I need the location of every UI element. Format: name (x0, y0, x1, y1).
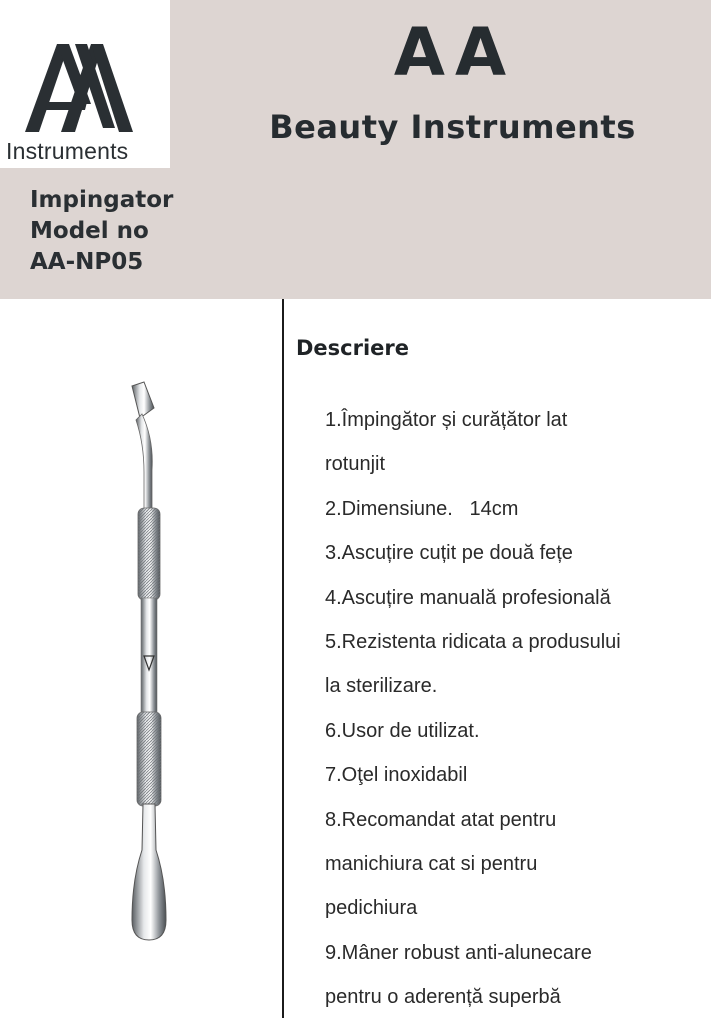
aa-logo-icon (25, 40, 135, 136)
description-line: 1.Împingător și curățător lat (325, 409, 568, 431)
cuticle-pusher-image (110, 380, 200, 950)
logo-text: Instruments (6, 138, 129, 164)
description-line: 4.Ascuțire manuală profesională (325, 586, 611, 609)
description-line: 3.Ascuțire cuțit pe două fețe (325, 542, 573, 565)
brand-subtitle: Beauty Instruments (269, 108, 636, 146)
description-line: rotunjit (325, 453, 386, 476)
logo (0, 0, 170, 168)
product-name: Impingator (30, 187, 174, 213)
model-number: AA-NP05 (30, 249, 144, 275)
description-line: 9.Mâner robust anti-alunecare (325, 941, 592, 964)
description-line: pedichiura (325, 897, 418, 920)
description-line: 6.Usor de utilizat. (325, 719, 480, 742)
description-title: Descriere (296, 336, 410, 360)
model-block (30, 185, 173, 278)
description-list (325, 398, 705, 1020)
description-line: 2.Dimensiune. 14cm (325, 497, 519, 520)
description-line: 8.Recomandat atat pentru (325, 808, 557, 831)
vertical-divider (282, 299, 284, 1018)
description-line: 7.Oţel inoxidabil (325, 764, 468, 787)
description-line: pentru o aderență superbă (325, 986, 561, 1009)
description-line: manichiura cat si pentru (325, 853, 538, 876)
description-line: 5.Rezistenta ridicata a produsului (325, 631, 621, 654)
model-label: Model no (30, 218, 149, 244)
brand-title: AA (393, 14, 517, 91)
description-line: la sterilizare. (325, 675, 438, 698)
